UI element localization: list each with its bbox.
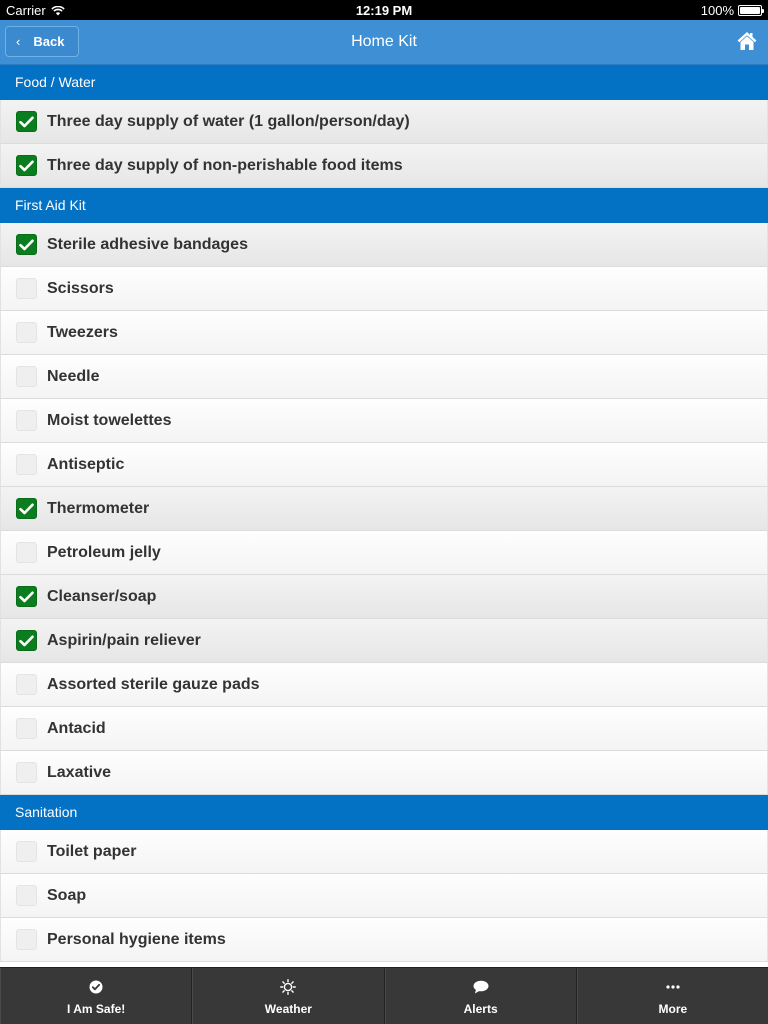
header-bar <box>0 20 768 65</box>
status-time: 12:19 PM <box>355 3 413 18</box>
checkbox-checked-icon[interactable] <box>16 111 37 132</box>
item-label: Petroleum jelly <box>47 543 161 561</box>
item-label: Soap <box>47 886 87 904</box>
item-label: Cleanser/soap <box>47 587 157 605</box>
ellipsis-icon <box>665 979 681 995</box>
item-label: Tweezers <box>47 323 118 341</box>
item-label: Toilet paper <box>47 842 137 860</box>
item-label: Needle <box>47 367 100 385</box>
checklist-item[interactable] <box>0 487 768 531</box>
home-icon <box>736 30 758 52</box>
tab-alerts[interactable] <box>385 968 577 1024</box>
check-circle-icon <box>88 979 104 995</box>
checklist-item[interactable] <box>0 707 768 751</box>
checkbox-unchecked-icon[interactable] <box>16 410 37 431</box>
item-label: Thermometer <box>47 499 150 517</box>
checkbox-checked-icon[interactable] <box>16 586 37 607</box>
back-label: Back <box>33 34 65 49</box>
checkbox-unchecked-icon[interactable] <box>16 278 37 299</box>
section-divider: First Aid Kit <box>0 188 768 223</box>
tab-bar <box>0 967 768 1024</box>
checklist <box>0 65 768 967</box>
checklist-item[interactable] <box>0 663 768 707</box>
item-label: Assorted sterile gauze pads <box>47 675 260 693</box>
checklist-item[interactable] <box>0 874 768 918</box>
checklist-item[interactable] <box>0 144 768 188</box>
item-label: Three day supply of non-perishable food items <box>47 156 403 174</box>
section-divider: Food / Water <box>0 65 768 100</box>
carrier-label: Carrier <box>6 3 46 18</box>
status-bar <box>0 0 768 20</box>
checkbox-unchecked-icon[interactable] <box>16 929 37 950</box>
item-label: Aspirin/pain reliever <box>47 631 201 649</box>
checklist-item[interactable] <box>0 267 768 311</box>
tab-more[interactable] <box>577 968 768 1024</box>
checkbox-unchecked-icon[interactable] <box>16 718 37 739</box>
tab-i-am-safe[interactable] <box>0 968 192 1024</box>
item-label: Antiseptic <box>47 455 125 473</box>
chevron-left-icon: ‹ <box>16 34 21 49</box>
battery-icon <box>738 5 762 16</box>
comment-icon <box>473 979 489 995</box>
checkbox-unchecked-icon[interactable] <box>16 322 37 343</box>
item-label: Antacid <box>47 719 106 737</box>
tab-weather[interactable] <box>192 968 384 1024</box>
checklist-item[interactable] <box>0 751 768 795</box>
checkbox-unchecked-icon[interactable] <box>16 454 37 475</box>
page-title: Home Kit <box>351 33 417 50</box>
tab-label: I Am Safe! <box>67 1002 126 1016</box>
checklist-item[interactable] <box>0 311 768 355</box>
checkbox-unchecked-icon[interactable] <box>16 841 37 862</box>
checklist-item[interactable] <box>0 918 768 962</box>
battery-percent: 100% <box>700 3 734 18</box>
checklist-item[interactable] <box>0 355 768 399</box>
item-label: Laxative <box>47 763 112 781</box>
item-label: Three day supply of water (1 gallon/person/day) <box>47 112 410 130</box>
checkbox-checked-icon[interactable] <box>16 234 37 255</box>
checklist-item[interactable] <box>0 223 768 267</box>
checkbox-checked-icon[interactable] <box>16 630 37 651</box>
tab-label: More <box>658 1002 688 1016</box>
tab-label: Weather <box>264 1002 312 1016</box>
item-label: Personal hygiene items <box>47 930 226 948</box>
checkbox-unchecked-icon[interactable] <box>16 674 37 695</box>
checklist-item[interactable] <box>0 575 768 619</box>
battery-group <box>701 3 762 18</box>
item-label: Moist towelettes <box>47 411 172 429</box>
section-divider: Sanitation <box>0 795 768 830</box>
checklist-item[interactable] <box>0 443 768 487</box>
checkbox-checked-icon[interactable] <box>16 155 37 176</box>
checkbox-unchecked-icon[interactable] <box>16 366 37 387</box>
checkbox-unchecked-icon[interactable] <box>16 762 37 783</box>
checklist-item[interactable] <box>0 619 768 663</box>
home-button[interactable] <box>736 30 758 52</box>
checklist-item[interactable] <box>0 399 768 443</box>
checkbox-unchecked-icon[interactable] <box>16 542 37 563</box>
checklist-item[interactable] <box>0 531 768 575</box>
tab-label: Alerts <box>463 1002 498 1016</box>
checklist-item[interactable] <box>0 830 768 874</box>
sun-icon <box>280 979 296 995</box>
checkbox-unchecked-icon[interactable] <box>16 885 37 906</box>
item-label: Sterile adhesive bandages <box>47 235 248 253</box>
item-label: Scissors <box>47 279 114 297</box>
checkbox-checked-icon[interactable] <box>16 498 37 519</box>
checklist-item[interactable] <box>0 100 768 144</box>
